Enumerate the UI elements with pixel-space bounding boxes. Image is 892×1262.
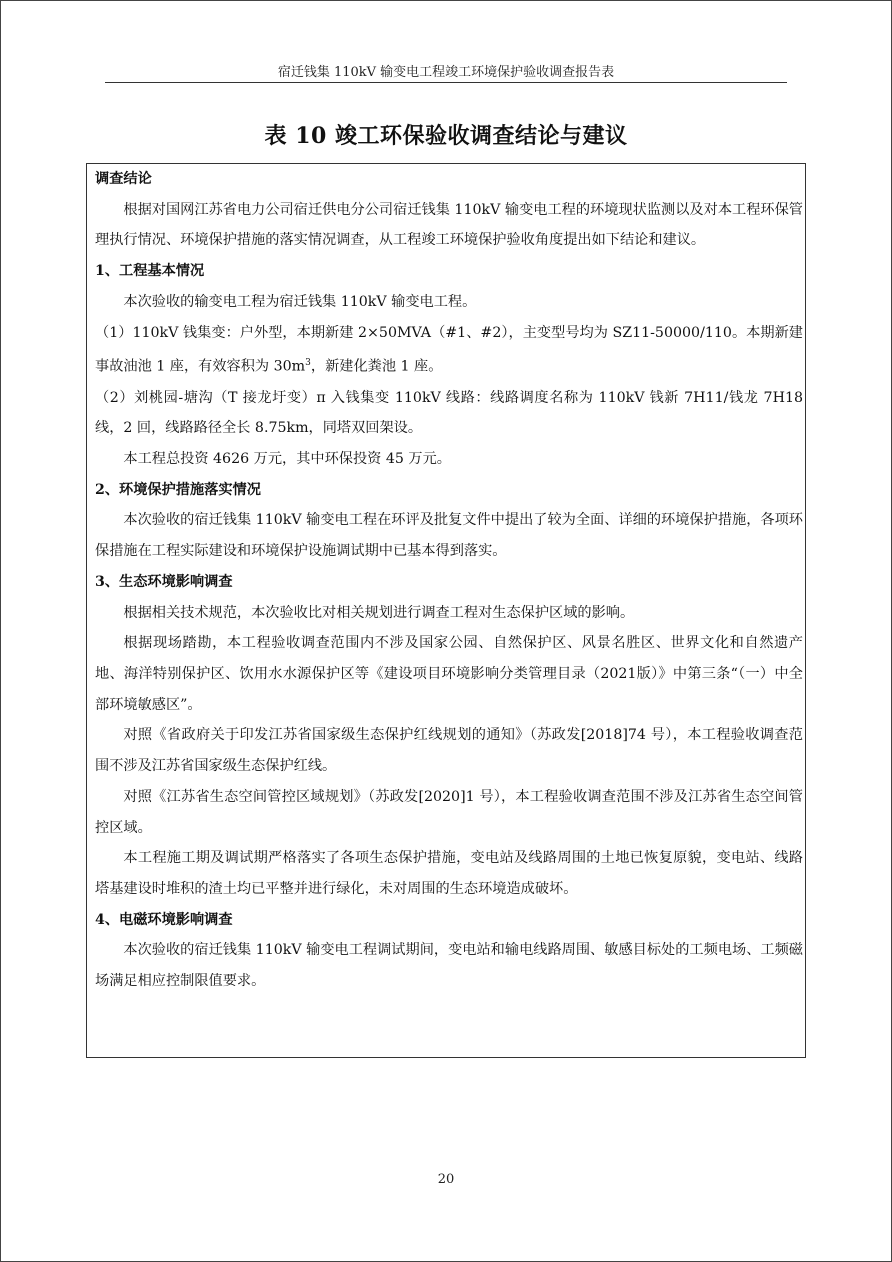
section-3-paragraph-3: 对照《省政府关于印发江苏省国家级生态保护红线规划的通知》（苏政发[2018]74 号），本工程验收调查范围不涉及江苏省国家级生态保护红线。 — [95, 727, 803, 775]
substation-text-end: ，新建化粪池 1 座。 — [310, 358, 443, 375]
section-2-paragraph: 本次验收的宿迁钱集 110kV 输变电工程在环评及批复文件中提出了较为全面、详细的环境保护措施，各项环保措施在工程实际建设和环境保护设施调试期中已基本得到落实。 — [95, 512, 803, 560]
line-paragraph: （2）刘桃园-塘沟（T 接龙圩变）π 入钱集变 110kV 线路：线路调度名称为 110kV 钱新 7H11/钱龙 7H18 线，2 回，线路路径全长 8.75km，同塔双回架设。 — [95, 389, 803, 437]
page-title: 表 10 竣工环保验收调查结论与建议 — [264, 123, 628, 149]
section-1-heading: 1、工程基本情况 — [95, 263, 205, 280]
section-4-paragraph: 本次验收的宿迁钱集 110kV 输变电工程调试期间，变电站和输电线路周围、敏感目标处的工频电场、工频磁场满足相应控制限值要求。 — [95, 942, 803, 990]
section-2-heading: 2、环境保护措施落实情况 — [95, 481, 261, 498]
section-3-paragraph-2: 根据现场踏勘，本工程验收调查范围内不涉及国家公园、自然保护区、风景名胜区、世界文化和自然遗产地、海洋特别保护区、饮用水水源保护区等《建设项目环境影响分类管理目录（2021版）》中第三条“（一）中全部环境敏感区”。 — [95, 635, 803, 713]
cubic-superscript: 3 — [305, 358, 311, 369]
substation-text: （1）110kV 钱集变：户外型，本期新建 2×50MVA（#1、#2），主变型号均为 SZ11-50000/110。本期新建事故油池 1 座，有效容积为 30m — [95, 324, 803, 375]
intro-paragraph: 根据对国网江苏省电力公司宿迁供电分公司宿迁钱集 110kV 输变电工程的环境现状监测以及对本工程环保管理执行情况、环境保护措施的落实情况调查，从工程竣工环境保护验收角度提出如下结论和建议。 — [95, 201, 803, 249]
running-header: 宿迁钱集 110kV 输变电工程竣工环境保护验收调查报告表 — [277, 65, 615, 80]
investment-paragraph: 本工程总投资 4626 万元，其中环保投资 45 万元。 — [123, 451, 451, 468]
section-4-heading: 4、电磁环境影响调查 — [95, 911, 233, 928]
section-1-paragraph: 本次验收的输变电工程为宿迁钱集 110kV 输变电工程。 — [123, 293, 477, 310]
section-label: 调查结论 — [95, 171, 152, 187]
section-3-paragraph-4: 对照《江苏省生态空间管控区域规划》（苏政发[2020]1 号），本工程验收调查范围不涉及江苏省生态空间管控区域。 — [95, 788, 803, 836]
substation-paragraph — [95, 318, 803, 383]
section-3-paragraph-1: 根据相关技术规范，本次验收比对相关规划进行调查工程对生态保护区域的影响。 — [123, 604, 635, 621]
section-3-heading: 3、生态环境影响调查 — [95, 573, 233, 590]
page-number: 20 — [437, 1172, 455, 1187]
section-3-paragraph-5: 本工程施工期及调试期严格落实了各项生态保护措施，变电站及线路周围的土地已恢复原貌，变电站、线路塔基建设时堆积的渣土均已平整并进行绿化，未对周围的生态环境造成破坏。 — [95, 850, 803, 897]
conclusion-body — [95, 164, 803, 997]
header-rule — [105, 82, 787, 83]
